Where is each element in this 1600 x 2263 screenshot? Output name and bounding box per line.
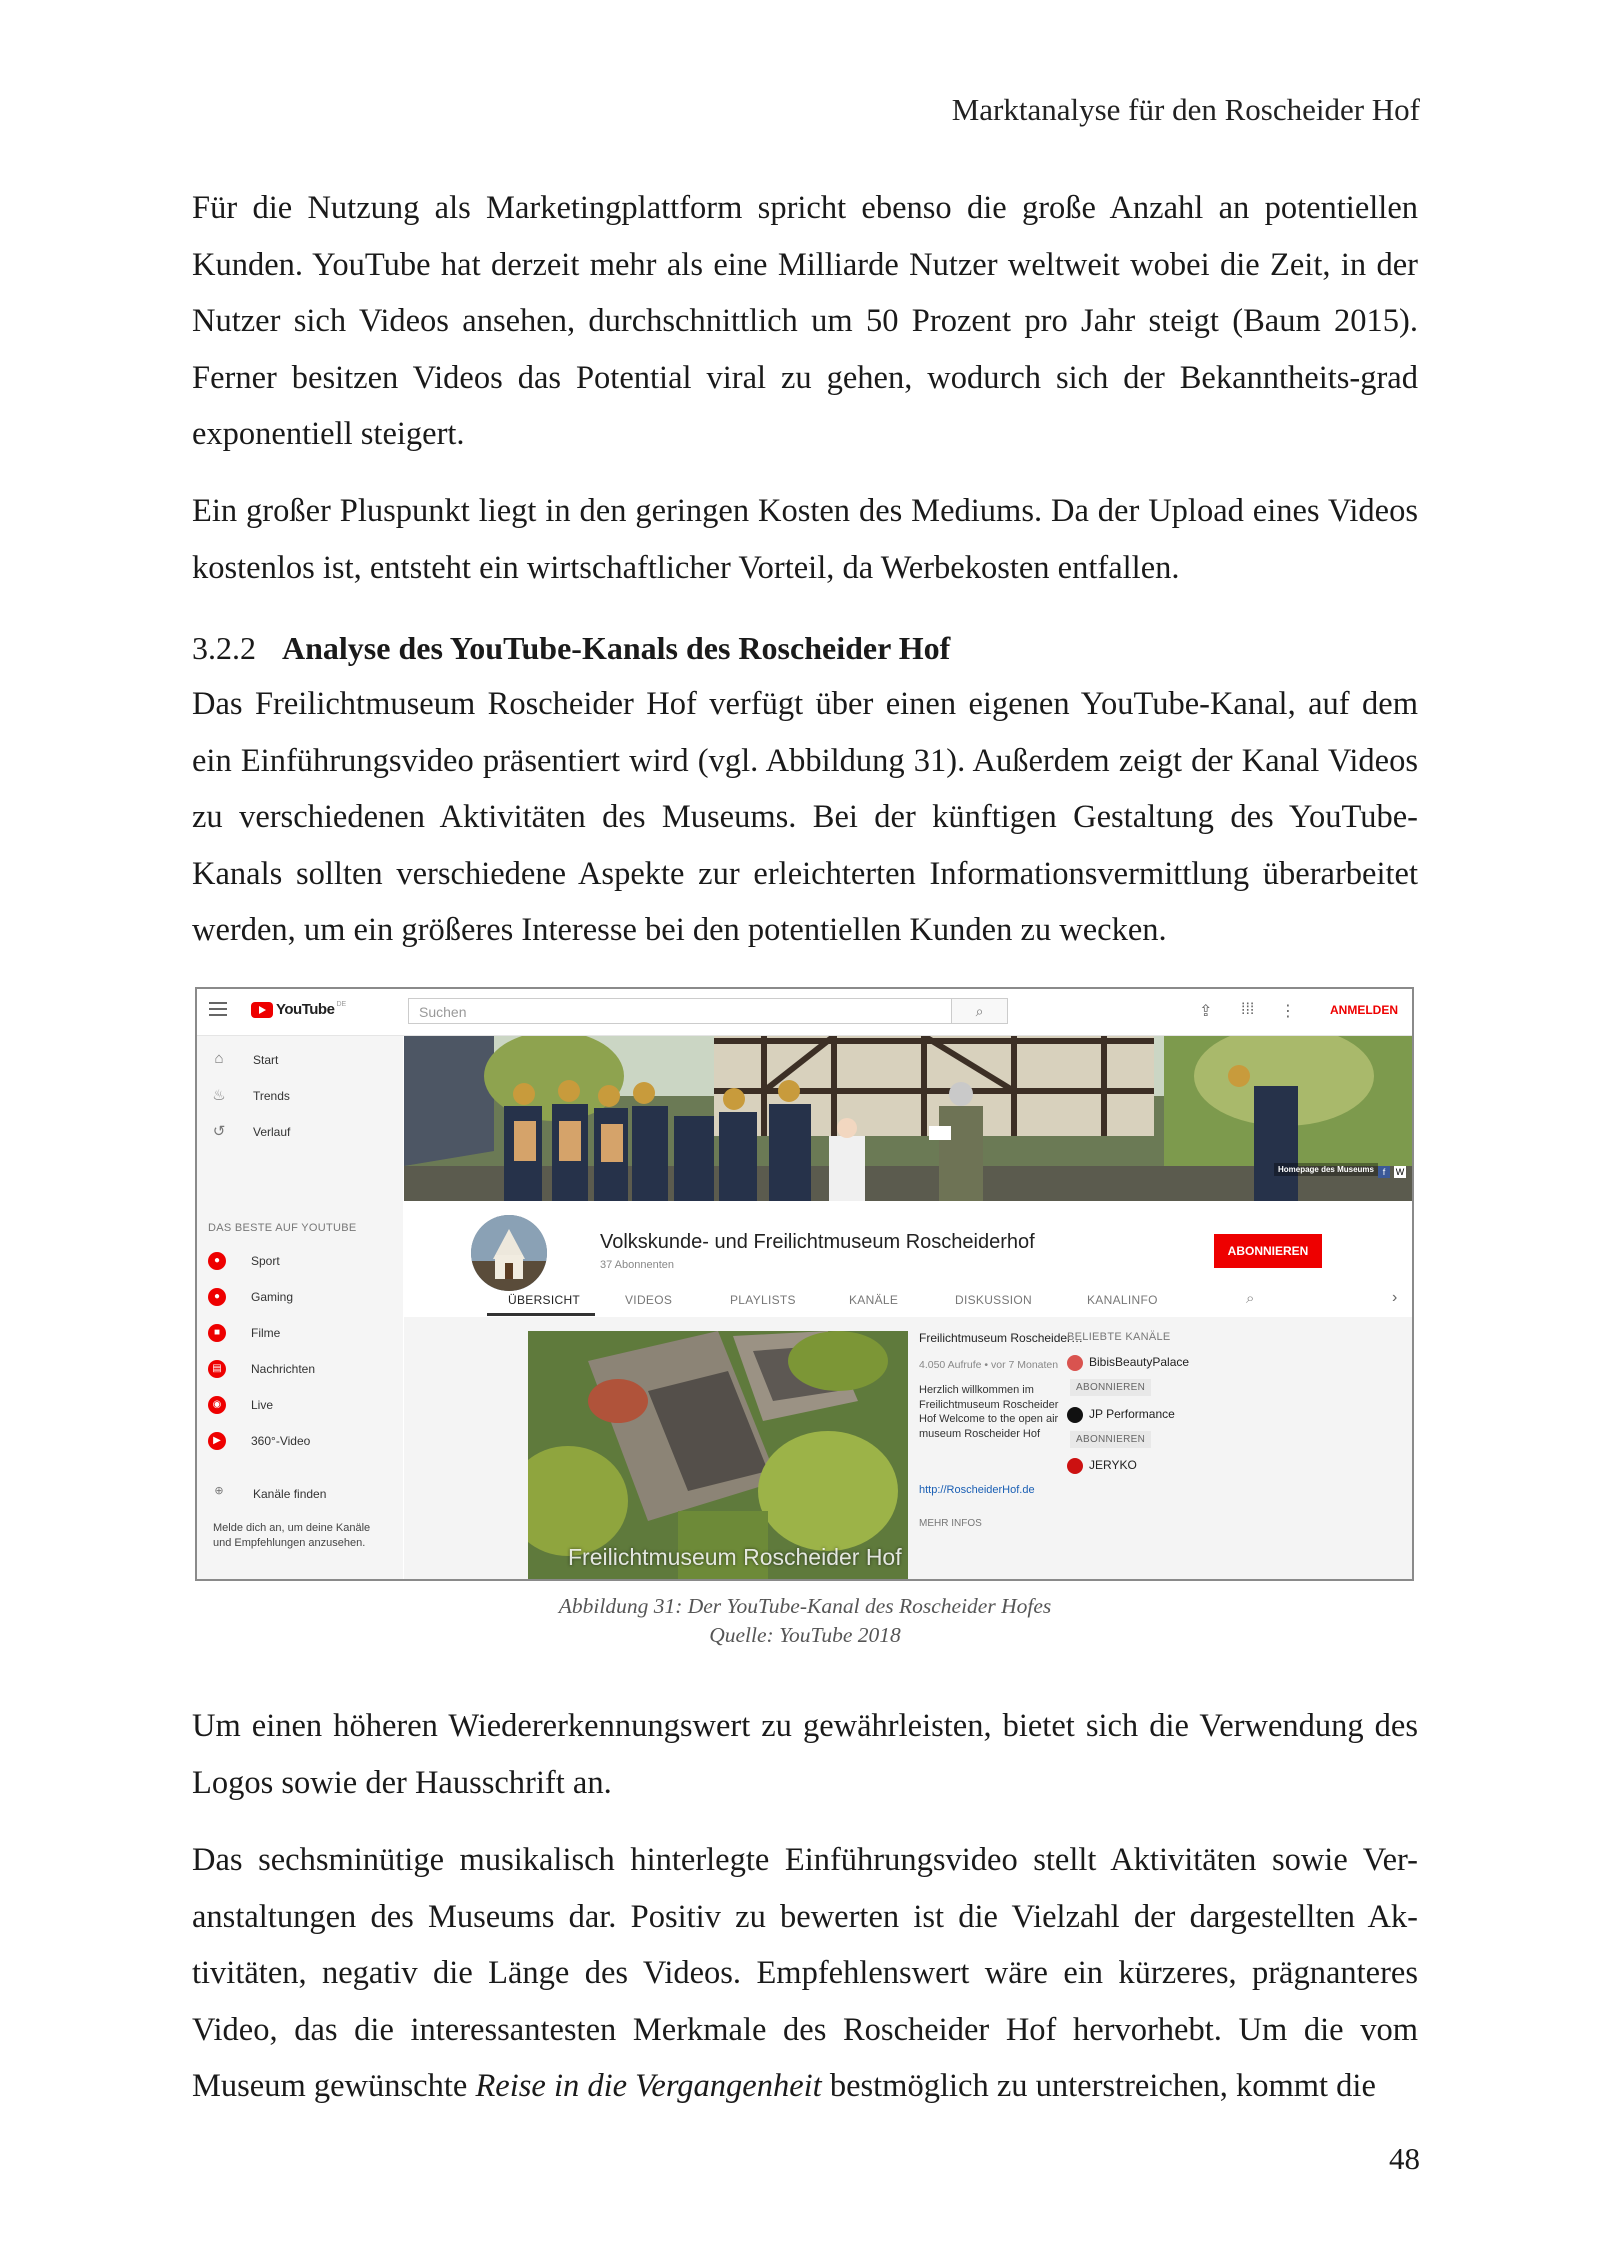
search-button[interactable] — [952, 998, 1008, 1024]
related-channel-name: JP Performance — [1089, 1407, 1175, 1422]
channel-search-icon[interactable]: ⌕ — [1246, 1290, 1255, 1307]
related-channel[interactable] — [1067, 1407, 1175, 1423]
sidebar-item-label: Nachrichten — [251, 1362, 316, 1376]
sidebar-item-movies[interactable] — [197, 1320, 403, 1348]
sidebar-item-live[interactable] — [197, 1392, 403, 1420]
news-icon: ▤ — [208, 1360, 226, 1378]
sidebar-item-label: Trends — [253, 1089, 290, 1103]
sidebar-item-history[interactable] — [197, 1118, 403, 1146]
paragraph-channel-intro: Das Freilichtmuseum Roscheider Hof verfügt über einen eigenen YouTube-Kanal, auf dem ein Einführungsvideo präsentiert wird (vgl. Abbildung 31). Außerdem zeigt der Kanal Videos zu verschiedenen Aktivitäten des Museums. Bei der künftigen Gestaltung des YouTube-Kanals sollten verschiedene Aspekte zur erleichterten Informationsvermittlung überarbeitet werden, um ein größeres Interesse bei den potentiellen Kunden zu wecken. — [192, 686, 1418, 948]
tab-discussion[interactable]: DISKUSSION — [955, 1293, 1033, 1307]
live-icon: ◉ — [208, 1396, 226, 1414]
youtube-play-icon — [251, 1002, 273, 1018]
channel-avatar-icon — [1067, 1458, 1083, 1474]
sidebar-item-start[interactable] — [197, 1046, 403, 1074]
sidebar-item-label: Filme — [251, 1326, 281, 1340]
sidebar-item-label: Start — [253, 1053, 279, 1067]
paragraph-recognition: Um einen höheren Wiedererkennungswert zu gewährleisten, bietet sich die Verwendung des Logos sowie der Hausschrift an. — [192, 1708, 1418, 1801]
homepage-link[interactable]: Homepage des Museums — [1274, 1163, 1378, 1176]
tab-playlists[interactable]: PLAYLISTS — [730, 1293, 796, 1307]
banner-photo — [404, 1036, 1412, 1201]
paragraph-low-costs: Ein großer Pluspunkt liegt in den geringen Kosten des Mediums. Da der Upload eines Videos kostenlos ist, entsteht ein wirtschaftlicher Vorteil, da Werbekosten entfallen. — [192, 493, 1418, 586]
sidebar-item-trends[interactable] — [197, 1082, 403, 1110]
related-channel[interactable] — [1067, 1355, 1189, 1371]
sidebar-item-sport[interactable] — [197, 1248, 403, 1276]
chevron-right-icon[interactable]: › — [1392, 1289, 1398, 1306]
active-tab-indicator — [487, 1313, 595, 1316]
channel-content — [404, 1317, 1412, 1579]
sign-in-button[interactable]: ANMELDEN — [1330, 1003, 1398, 1017]
figure-caption — [192, 1592, 1418, 1650]
menu-icon[interactable] — [209, 1002, 227, 1016]
sidebar-item-gaming[interactable] — [197, 1284, 403, 1312]
yt-topbar — [197, 989, 1412, 1036]
movies-icon: ■ — [208, 1324, 226, 1342]
facebook-icon[interactable]: f — [1378, 1166, 1390, 1178]
sidebar-item-label: 360°-Video — [251, 1434, 311, 1448]
sidebar-item-label: Verlauf — [253, 1125, 291, 1139]
upload-icon[interactable]: ⇪ — [1199, 1003, 1213, 1020]
related-subscribe-button[interactable]: ABONNIEREN — [1070, 1379, 1151, 1396]
video-description: Herzlich willkommen im Freilichtmuseum Roscheider Hof Welcome to the open air museum Roscheider Hof — [919, 1384, 1059, 1440]
paragraph-text: bestmöglich zu unterstreichen, kommt die — [821, 2068, 1376, 2104]
apps-icon[interactable]: ⁞⁞⁞ — [1241, 1001, 1255, 1018]
sidebar-item-news[interactable] — [197, 1356, 403, 1384]
caption-source: Quelle: YouTube 2018 — [709, 1623, 901, 1647]
home-icon: ⌂ — [214, 1050, 224, 1067]
history-icon: ↺ — [212, 1123, 226, 1140]
paragraph-intro-video — [192, 1832, 1418, 2115]
channel-avatar[interactable] — [471, 1215, 547, 1291]
add-circle-icon: ⊕ — [214, 1485, 224, 1497]
page-number: 48 — [1389, 2141, 1420, 2176]
tab-overview[interactable]: ÜBERSICHT — [508, 1293, 581, 1307]
thumbnail-image — [528, 1331, 908, 1579]
section-number: 3.2.2 — [192, 630, 256, 666]
channel-header — [404, 1201, 1412, 1316]
sidebar-item-label: Sport — [251, 1254, 280, 1268]
gaming-icon: ● — [208, 1288, 226, 1306]
youtube-logo[interactable] — [251, 1001, 346, 1018]
paragraph-youtube-users: Für die Nutzung als Marketingplattform spricht ebenso die große Anzahl an potentiellen Kunden. YouTube hat derzeit mehr als eine Milliarde Nutzer weltweit wobei die Zeit, in der Nutzer sich Videos ansehen, durchschnittlich um 50 Prozent pro Jahr steigt (Baum 2015). Ferner besitzen Videos das Potential viral zu gehen, wodurch sich der Bekanntheits-grad exponentiell steigert. — [192, 190, 1418, 452]
section-heading — [192, 620, 950, 676]
section-title: Analyse des YouTube-Kanals des Roscheider Hof — [282, 630, 951, 666]
tab-channels[interactable]: KANÄLE — [849, 1293, 899, 1307]
sidebar-item-360-video[interactable] — [197, 1428, 403, 1456]
channel-avatar-icon — [1067, 1355, 1083, 1371]
more-info-link[interactable]: MEHR INFOS — [919, 1518, 982, 1529]
sport-icon: ● — [208, 1252, 226, 1270]
video-meta: 4.050 Aufrufe • vor 7 Monaten — [919, 1359, 1059, 1371]
search-icon: ⌕ — [975, 1003, 984, 1019]
thumbnail-title: Freilichtmuseum Roscheider Hof — [568, 1544, 902, 1570]
caption-title: Abbildung 31: Der YouTube-Kanal des Roscheider Hofes — [558, 1594, 1052, 1618]
emphasis-text: Reise in die Vergangenheit — [475, 2068, 822, 2104]
video-title[interactable]: Freilichtmuseum Roscheider… — [919, 1331, 1084, 1345]
sidebar-item-label: Live — [251, 1398, 274, 1412]
sidebar-item-label: Gaming — [251, 1290, 294, 1304]
more-icon[interactable]: ⋮ — [1280, 1003, 1296, 1020]
signin-note: Melde dich an, um deine Kanäle und Empfehlungen anzusehen. — [213, 1522, 371, 1549]
avatar-image — [471, 1215, 547, 1291]
paragraph-text: Das sechsminütige musikalisch hinterlegte Einführungsvideo stellt Aktivitäten sowie Ver-anstaltungen des Museums dar. Positiv zu bewerten ist die Vielzahl der dargestellten Ak-tivitäten, negativ die Länge des Videos. Empfehlenswert wäre ein kürzeres, prägnanteres Video, das die interessantesten Merkmale des Roscheider Hof hervorhebt. Um die vom Museum gewünschte — [192, 1842, 1418, 2104]
featured-video-thumbnail[interactable] — [528, 1331, 908, 1579]
video-link[interactable]: http://RoscheiderHof.de — [919, 1484, 1035, 1496]
tab-videos[interactable]: VIDEOS — [625, 1293, 673, 1307]
channel-banner — [404, 1036, 1412, 1201]
channel-name: Volkskunde- und Freilichtmuseum Roscheiderhof — [600, 1231, 1035, 1253]
related-channel[interactable] — [1067, 1458, 1137, 1474]
related-channel-name: BibisBeautyPalace — [1089, 1355, 1190, 1370]
subscriber-count: 37 Abonnenten — [600, 1259, 675, 1271]
tab-about[interactable]: KANALINFO — [1087, 1293, 1158, 1307]
best-of-heading: DAS BESTE AUF YOUTUBE — [208, 1222, 357, 1234]
sidebar-item-label: Kanäle finden — [253, 1487, 327, 1501]
channel-avatar-icon — [1067, 1407, 1083, 1423]
youtube-channel-figure — [195, 987, 1414, 1581]
sidebar-item-find-channels[interactable] — [197, 1480, 403, 1508]
related-subscribe-button[interactable]: ABONNIEREN — [1070, 1431, 1151, 1448]
running-header: Marktanalyse für den Roscheider Hof — [951, 92, 1420, 127]
yt-sidebar — [197, 1036, 403, 1579]
subscribe-button[interactable]: ABONNIEREN — [1214, 1234, 1322, 1268]
related-channels-heading: BELIEBTE KANÄLE — [1067, 1331, 1171, 1343]
wikipedia-icon[interactable]: W — [1395, 1167, 1405, 1177]
360-video-icon: ▶ — [208, 1432, 226, 1450]
search-input[interactable]: Suchen — [408, 998, 952, 1024]
flame-icon: ♨ — [212, 1087, 226, 1104]
related-channel-name: JERYKO — [1089, 1458, 1137, 1473]
youtube-region: DE — [336, 1001, 347, 1008]
youtube-logo-text: YouTube — [276, 1001, 335, 1018]
